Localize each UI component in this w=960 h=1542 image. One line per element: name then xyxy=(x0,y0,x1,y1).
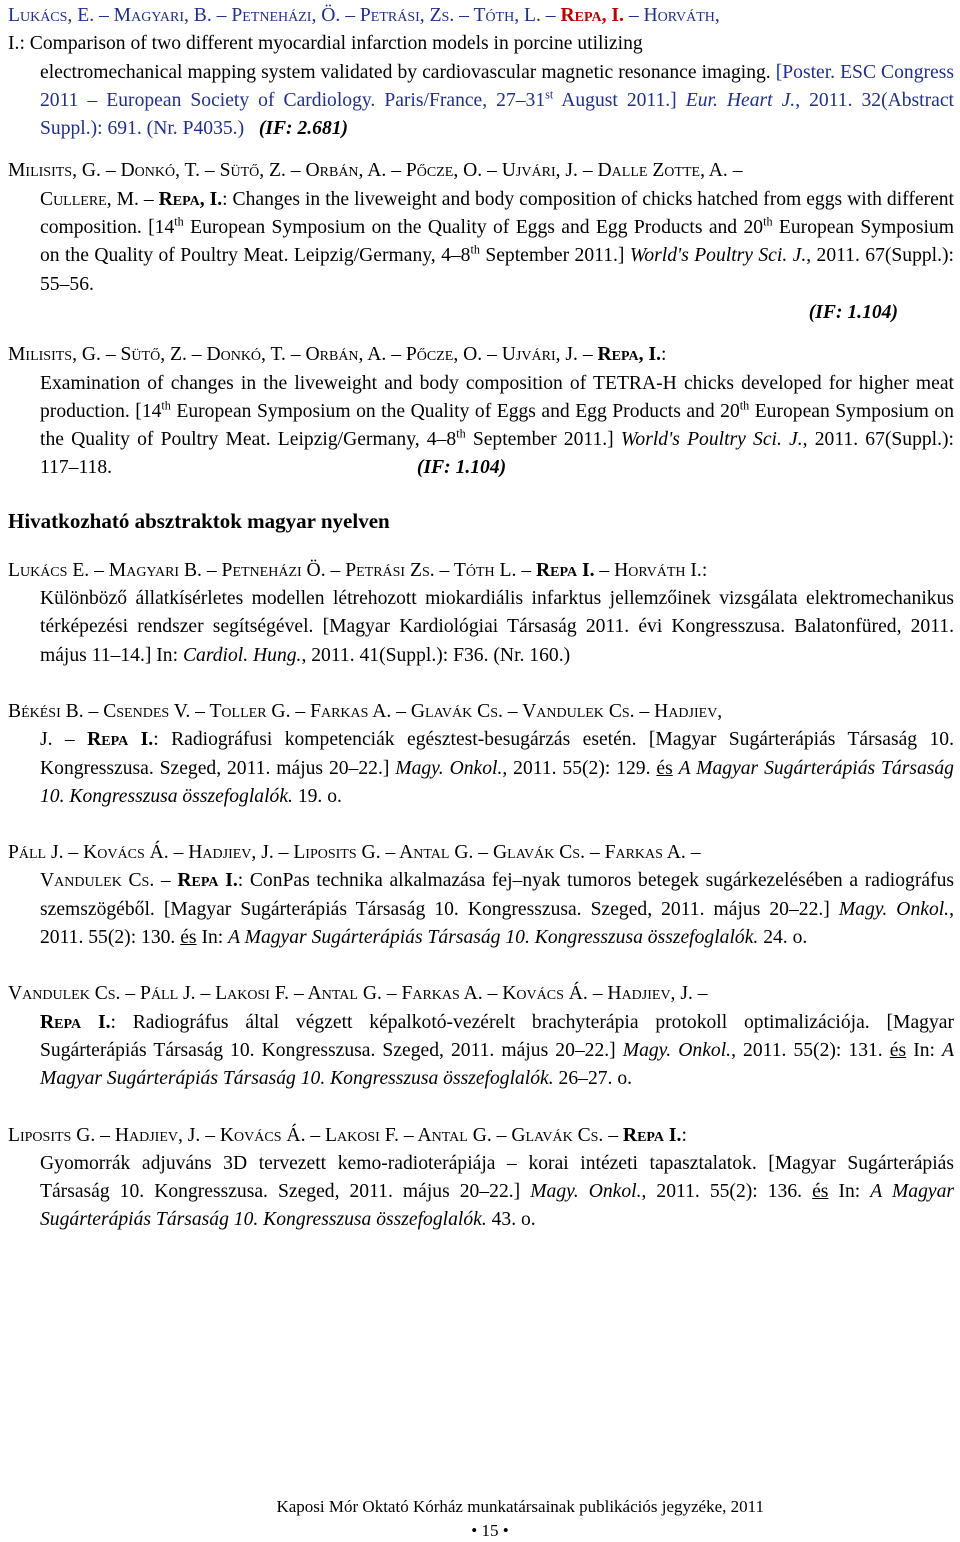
publication-entry xyxy=(8,839,954,952)
author-line: Vandulek Cs. – Páll J. – Lakosi F. – Antal G. – Farkas A. – Kovács Á. – Hadjiev, J. – xyxy=(8,983,708,1005)
entry-text: Cullere, M. – Repa, I.: Changes in the liveweight and body composition of chicks hatched from eggs with different composition. [14th European Symposium on the Quality of Eggs and Egg Products and 20th European Symposium on the Quality of Poultry Meat. Leipzig/Germany, 4–8th September 2011.] World's Poultry Sci. J., 2011. 67(Suppl.): 55–56. (IF: 1.104) xyxy=(40,188,955,323)
author-line: Milisits, G. – Sütő, Z. – Donkó, T. – Orbán, A. – Pőcze, O. – Ujvári, J. – Repa, I.: xyxy=(8,344,667,366)
entry-text: J. – Repa I.: Radiográfusi kompetenciák egésztest-besugárzás esetén. [Magyar Sugárterápiás Társaság 10. Kongresszusa. Szeged, 2011. május 20–22.] Magy. Onkol., 2011. 55(2): 129. és A Magyar Sugárterápiás Társaság 10. Kongresszusa összefoglalók. 19. o. xyxy=(40,729,954,807)
entry-text: I.: Comparison of two different myocardial infarction models in porcine utilizing xyxy=(8,33,643,55)
publication-entry xyxy=(8,698,954,811)
entry-text: Gyomorrák adjuváns 3D tervezett kemo-radioterápiája – korai intézeti tapasztalatok. [Magyar Sugárterápiás Társaság 10. Kongresszusa. Szeged, 2011. május 20–22.] Magy. Onkol., 2011. 55(2): 136. és In: A Magyar Sugárterápiás Társaság 10. Kongresszusa összefoglalók. 43. o. xyxy=(40,1152,954,1231)
publication-entry xyxy=(8,557,954,670)
author-line: Milisits, G. – Donkó, T. – Sütő, Z. – Orbán, A. – Pőcze, O. – Ujvári, J. – Dalle Zotte, A. – xyxy=(8,160,743,182)
author-line: Békési B. – Csendes V. – Toller G. – Farkas A. – Glavák Cs. – Vandulek Cs. – Hadjiev, xyxy=(8,700,723,722)
author-line: Páll J. – Kovács Á. – Hadjiev, J. – Liposits G. – Antal G. – Glavák Cs. – Farkas A. – xyxy=(8,842,701,864)
section-heading: Hivatkozható absztraktok magyar nyelven xyxy=(8,508,390,533)
impact-factor: (IF: 1.104) xyxy=(808,301,898,323)
entry-text-continued: electromechanical mapping system validated by cardiovascular magnetic resonance imaging. [Poster. ESC Congress 2011 – European Society of Cardiology. Paris/France, 27–31st August 2011.] Eur. Heart J., 2011. 32(Abstract Suppl.): 691. (Nr. P4035.) (IF: 2.681) xyxy=(40,61,954,140)
entry-text: Repa I.: Radiográfus által végzett képalkotó-vezérelt brachyterápia protokoll optimalizációja. [Magyar Sugárterápiás Társaság 10. Kongresszusa. Szeged, 2011. május 20–22.] Magy. Onkol., 2011. 55(2): 131. és In: A Magyar Sugárterápiás Társaság 10. Kongresszusa összefoglalók. 26–27. o. xyxy=(40,1011,955,1090)
publication-entry xyxy=(8,341,954,482)
impact-factor: (IF: 2.681) xyxy=(258,118,349,140)
footer-title: Kaposi Mór Oktató Kórház munkatársainak publikációs jegyzéke, 2011 xyxy=(276,1497,764,1516)
page-number: • 15 • xyxy=(471,1521,509,1540)
entry-text: Examination of changes in the liveweight and body composition of TETRA-H chicks developed for higher meat production. [14th European Symposium on the Quality of Eggs and Egg Products and 20th European Symposium on the Quality of Poultry Meat. Leipzig/Germany, 4–8th September 2011.] World's Poultry Sci. J., 2011. 67(Suppl.): 117–118. (IF: 1.104) xyxy=(40,372,955,479)
impact-factor: (IF: 1.104) xyxy=(416,457,507,479)
publication-entry xyxy=(8,1122,954,1235)
author-line: Lukács, E. – Magyari, B. – Petneházi, Ö. – Petrási, Zs. – Tóth, L. – Repa, I. – Horváth, xyxy=(8,5,720,26)
publication-entry xyxy=(8,980,954,1093)
document-page xyxy=(8,2,954,1235)
entry-text: Különböző állatkísérletes modellen létrehozott miokardiális infarktus jellemzőinek vizsgálata elektromechanikus térképezési rendszer segítségével. [Magyar Kardiológiai Társaság 2011. évi Kongresszusa. Balatonfüred, 2011. május 11–14.] In: Cardiol. Hung., 2011. 41(Suppl.): F36. (Nr. 160.) xyxy=(40,588,954,666)
author-line: Liposits G. – Hadjiev, J. – Kovács Á. – Lakosi F. – Antal G. – Glavák Cs. – Repa I.: xyxy=(8,1124,687,1146)
publication-entry xyxy=(8,157,954,327)
author-line: Lukács E. – Magyari B. – Petneházi Ö. – Petrási Zs. – Tóth L. – Repa I. – Horváth I.: xyxy=(8,559,708,581)
publication-entry xyxy=(8,2,954,59)
entry-text: Vandulek Cs. – Repa I.: ConPas technika alkalmazása fej–nyak tumoros betegek sugárkezelésében a radiográfus szemszögéből. [Magyar Sugárterápiás Társaság 10. Kongresszusa. Szeged, 2011. május 20–22.] Magy. Onkol., 2011. 55(2): 130. és In: A Magyar Sugárterápiás Társaság 10. Kongresszusa összefoglalók. 24. o. xyxy=(40,870,954,949)
